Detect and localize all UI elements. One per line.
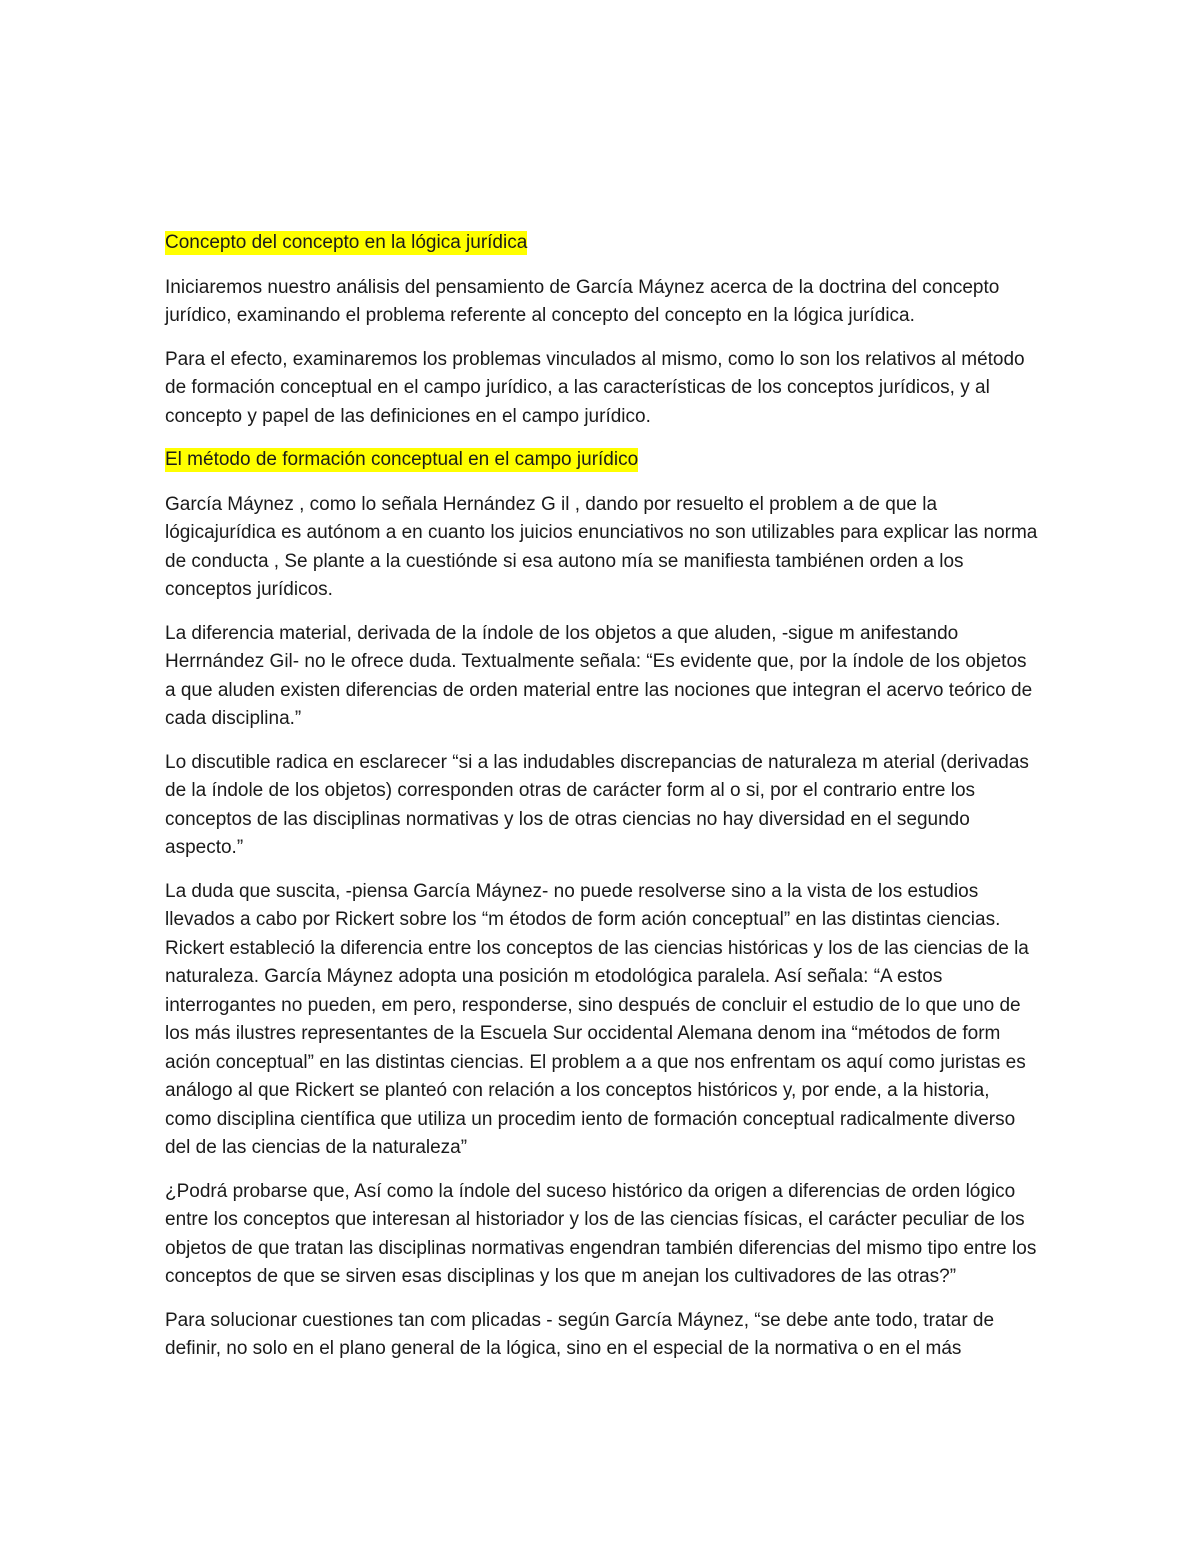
document-body xyxy=(165,229,1040,1379)
paragraph-solucionar: Para solucionar cuestiones tan com plicadas - según García Máynez, “se debe ante todo, tratar de definir, no solo en el plano general de la lógica, sino en el especial de la normativa o en el más xyxy=(165,1309,995,1359)
paragraph-discutible: Lo discutible radica en esclarecer “si a las indudables discrepancias de naturaleza m aterial (derivadas de la índole de los objetos) corresponden otras de carácter form al o si, por el contrario entre los conceptos de las disciplinas normativas y los de otras ciencias no hay diversidad en el segundo aspecto.” xyxy=(165,751,1029,858)
section-heading-metodo xyxy=(165,446,1040,475)
highlighted-heading-text: Concepto del concepto en la lógica jurídica xyxy=(165,232,528,253)
paragraph-podra-probarse: ¿Podrá probarse que, Así como la índole del suceso histórico da origen a diferencias de orden lógico entre los conceptos que interesan al historiador y los de las ciencias físicas, el carácter peculiar de los objetos de que tratan las disciplinas normativas engendran también diferencias del mismo tipo entre los conceptos de que se sirven esas disciplinas y los que m anejan los cultivadores de las otras?” xyxy=(165,1180,1037,1287)
paragraph-duda-rickert: La duda que suscita, -piensa García Máynez- no puede resolverse sino a la vista de los estudios llevados a cabo por Rickert sobre los “m étodos de form ación conceptual” en las distintas ciencias. Rickert estableció la diferencia entre los conceptos de las ciencias históricas y los de las ciencias de la naturaleza. García Máynez adopta una posición m etodológica paralela. Así señala: “A estos interrogantes no pueden, em pero, responderse, sino después de concluir el estudio de lo que uno de los más ilustres representantes de la Escuela Sur occidental Alemana denom ina “métodos de form ación conceptual” en las distintas ciencias. El problem a a que nos enfrentam os aquí como juristas es análogo al que Rickert se planteó con relación a los conceptos históricos y, por ende, a la historia, como disciplina científica que utiliza un procedim iento de formación conceptual radicalmente diverso del de las ciencias de la naturaleza” xyxy=(165,880,1029,1158)
paragraph-garcia-maynez: García Máynez , como lo señala Hernández G il , dando por resuelto el problem a de que la lógicajurídica es autónom a en cuanto los juicios enunciativos no son utilizables para explicar las norma de conducta , Se plante a la cuestiónde si esa autono mía se manifiesta tambiénen orden a los conceptos jurídicos. xyxy=(165,493,1038,600)
paragraph-efecto: Para el efecto, examinaremos los problemas vinculados al mismo, como lo son los relativos al método de formación conceptual en el campo jurídico, a las características de los conceptos jurídicos, y al concepto y papel de las definiciones en el campo jurídico. xyxy=(165,348,1025,427)
paragraph-diferencia-material: La diferencia material, derivada de la índole de los objetos a que aluden, -sigue m anifestando Herrnández Gil- no le ofrece duda. Textualmente señala: “Es evidente que, por la índole de los objetos a que aluden existen diferencias de orden material entre las nociones que integran el acervo teórico de cada disciplina.” xyxy=(165,622,1033,729)
paragraph-intro: Iniciaremos nuestro análisis del pensamiento de García Máynez acerca de la doctrina del concepto jurídico, examinando el problema referente al concepto del concepto en la lógica jurídica. xyxy=(165,276,1000,326)
highlighted-heading-text: El método de formación conceptual en el campo jurídico xyxy=(165,449,639,470)
section-heading-concepto xyxy=(165,229,1040,258)
